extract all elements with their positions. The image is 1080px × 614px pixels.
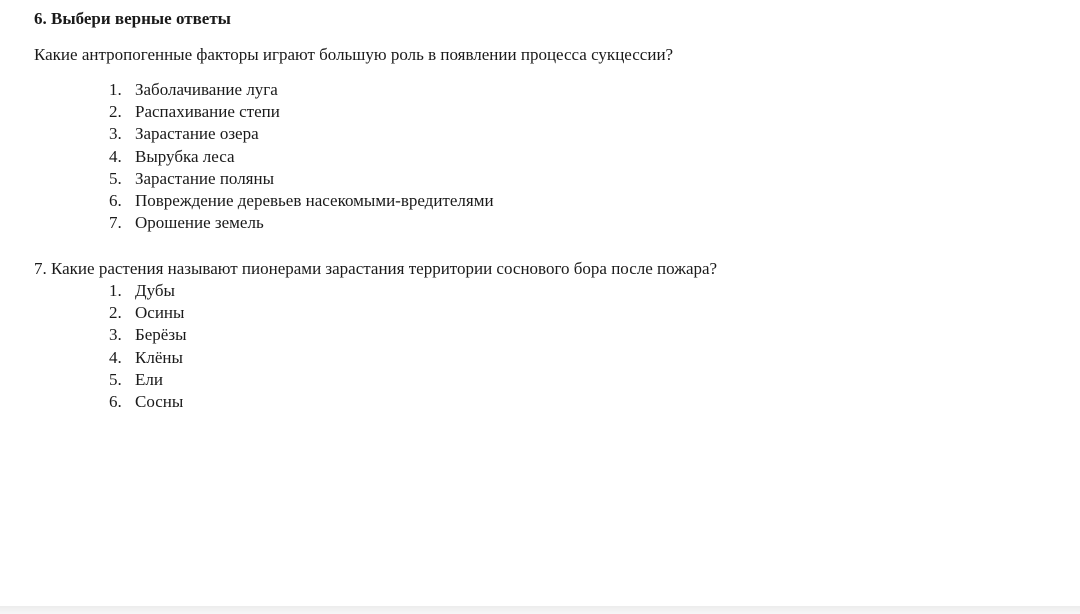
answer-number: 7. <box>109 213 122 233</box>
answer-text: Сосны <box>135 391 184 411</box>
question-7-text: 7. Какие растения называют пионерами зарастания территории соснового бора после пожара? <box>34 259 718 278</box>
answer-number: 3. <box>109 124 122 144</box>
answer-number: 1. <box>109 281 122 300</box>
answer-text: Повреждение деревьев насекомыми-вредителями <box>135 190 494 210</box>
answer-text: Орошение земель <box>135 213 264 233</box>
answer-text: Дубы <box>135 281 175 300</box>
answer-text: Берёзы <box>135 325 187 345</box>
page-bottom-edge <box>0 606 1080 614</box>
answer-text: Заболачивание луга <box>135 80 278 99</box>
answer-text: Вырубка леса <box>135 146 235 166</box>
answer-number: 2. <box>109 303 122 323</box>
answer-text: Осины <box>135 303 185 323</box>
answer-text: Зарастание озера <box>135 124 259 144</box>
answer-number: 1. <box>109 80 122 99</box>
question-6-text: Какие антропогенные факторы играют большую роль в появлении процесса сукцессии? <box>34 45 674 64</box>
answer-text: Ели <box>135 369 163 389</box>
answer-number: 4. <box>109 347 122 367</box>
answer-number: 6. <box>109 391 122 411</box>
answer-text: Распахивание степи <box>135 102 280 122</box>
answer-number: 4. <box>109 146 122 166</box>
answer-number: 3. <box>109 325 122 345</box>
answer-text: Клёны <box>135 347 183 367</box>
answer-number: 6. <box>109 190 122 210</box>
answer-number: 5. <box>109 168 122 188</box>
section-heading: 6. Выбери верные ответы <box>34 9 231 28</box>
answer-number: 5. <box>109 369 122 389</box>
answer-text: Зарастание поляны <box>135 168 275 188</box>
answer-number: 2. <box>109 102 122 122</box>
